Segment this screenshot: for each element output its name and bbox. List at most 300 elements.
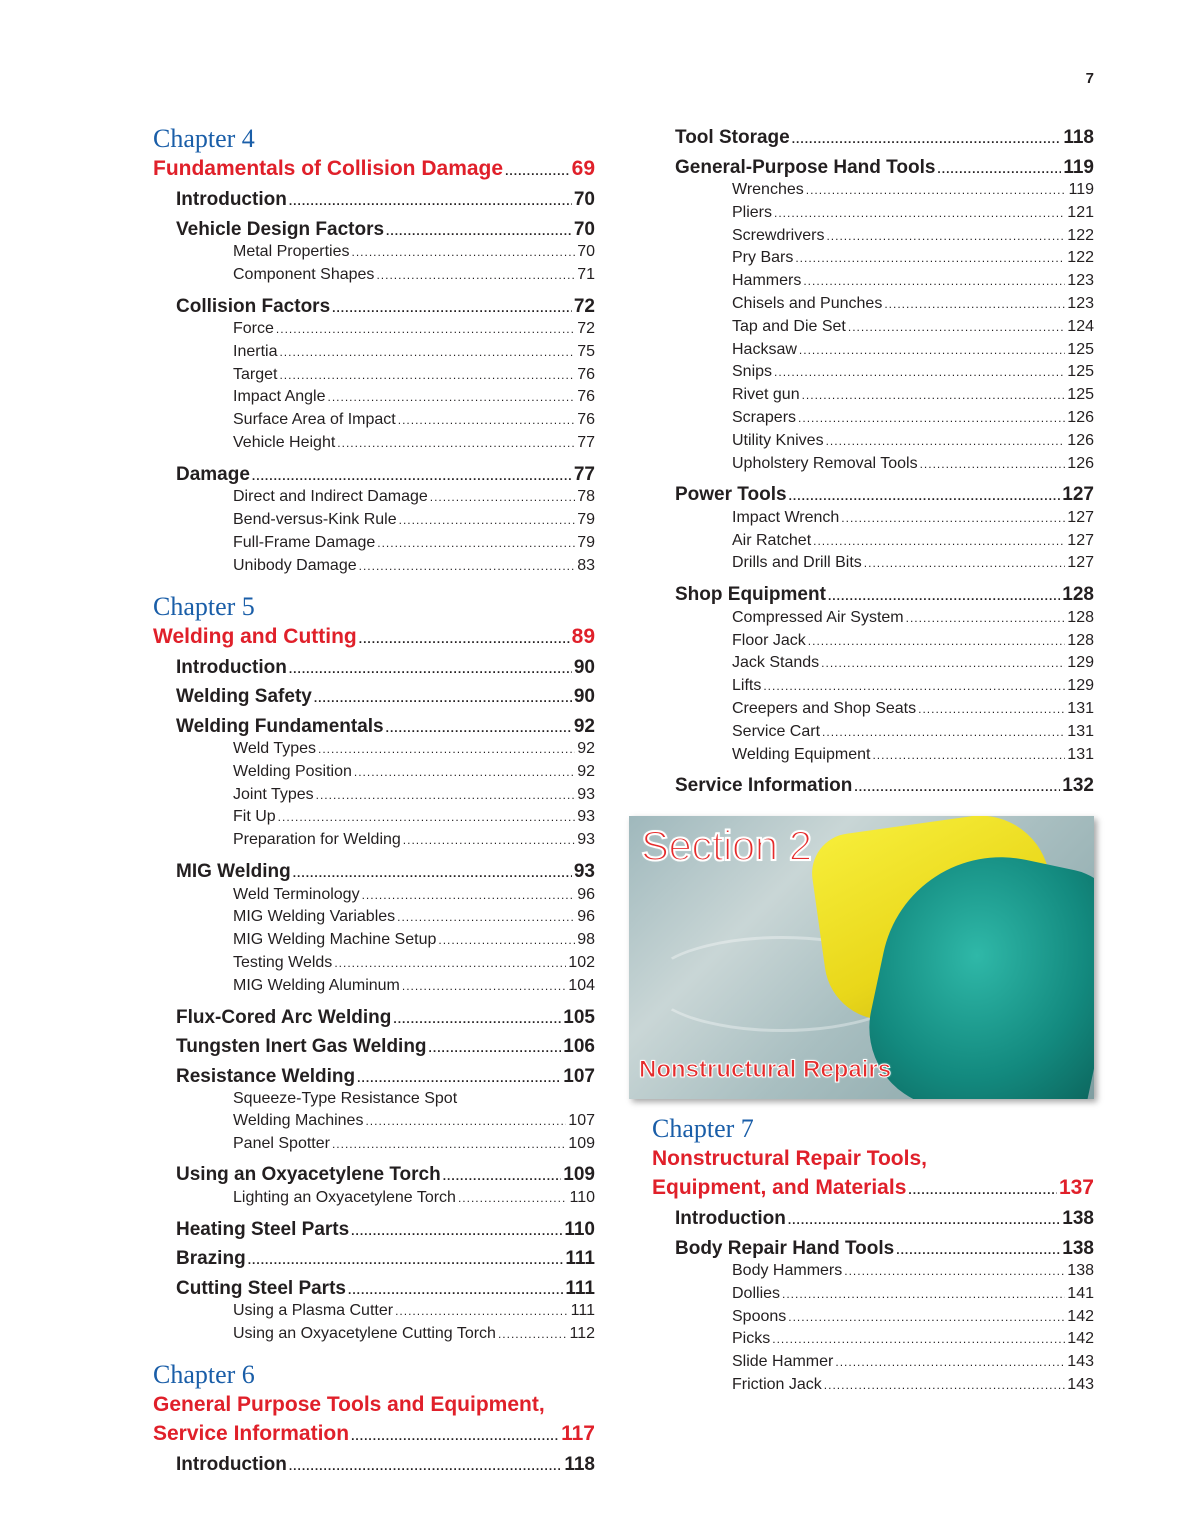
dot-leader xyxy=(354,762,575,784)
toc-entry-page: 107 xyxy=(563,1065,595,1087)
dot-leader xyxy=(826,431,1066,453)
toc-subentry xyxy=(675,202,1094,225)
toc-entry-page: 127 xyxy=(1062,484,1094,506)
toc-subentry xyxy=(153,952,595,975)
toc-subentry-page: 131 xyxy=(1067,722,1094,740)
toc-entry-label: Flux-Cored Arc Welding xyxy=(176,1006,392,1028)
dot-leader xyxy=(772,1329,1065,1351)
dot-leader xyxy=(798,408,1065,430)
toc-subentry xyxy=(675,744,1094,767)
toc-subentry xyxy=(153,264,595,287)
toc-subentry-label: MIG Welding Variables xyxy=(233,908,396,926)
toc-entry-page: 138 xyxy=(1062,1208,1094,1229)
toc-entry-page: 132 xyxy=(1062,775,1094,797)
toc-subentry xyxy=(675,675,1094,698)
chapter-title xyxy=(652,1173,1094,1205)
dot-leader xyxy=(788,1206,1060,1235)
toc-subentry-label: Unibody Damage xyxy=(233,556,357,574)
dot-leader xyxy=(430,487,575,509)
dot-leader xyxy=(824,1375,1066,1397)
dot-leader xyxy=(359,556,576,578)
toc-entry xyxy=(153,713,595,743)
dot-leader xyxy=(802,385,1066,407)
toc-entry-label: Shop Equipment xyxy=(675,584,826,606)
dot-leader xyxy=(402,976,566,998)
toc-subentry xyxy=(675,652,1094,675)
toc-subentry xyxy=(153,884,595,907)
toc-chapter7 xyxy=(652,1114,1094,1403)
dot-leader xyxy=(316,785,576,807)
toc-subentry-label: Hacksaw xyxy=(732,340,797,358)
toc-subentry-page: 126 xyxy=(1067,454,1094,472)
toc-subentry-label: Surface Area of Impact xyxy=(233,411,396,429)
toc-subentry-label: Impact Wrench xyxy=(732,508,840,526)
chapter-title xyxy=(153,1419,595,1451)
toc-subentry-label: Rivet gun xyxy=(732,386,800,404)
chapter-heading: Chapter 4 xyxy=(153,124,255,153)
dot-leader xyxy=(332,294,572,323)
toc-entry-label: Introduction xyxy=(176,1453,287,1475)
dot-leader xyxy=(908,1176,1057,1205)
toc-subentry-page: 142 xyxy=(1067,1307,1094,1325)
toc-subentry-page: 129 xyxy=(1067,654,1094,672)
toc-entry-page: 118 xyxy=(1063,127,1094,148)
toc-subentry xyxy=(675,407,1094,430)
toc-subentry xyxy=(153,738,595,761)
toc-subentry-page: 122 xyxy=(1067,249,1094,267)
toc-subentry-page: 98 xyxy=(577,931,595,949)
toc-subentry xyxy=(153,241,595,264)
chapter-title xyxy=(153,622,595,654)
toc-subentry xyxy=(153,409,595,432)
section-subtitle: Nonstructural Repairs xyxy=(639,1056,892,1083)
toc-subentry-label: Squeeze-Type Resistance Spot xyxy=(233,1090,458,1108)
chapter-heading: Chapter 6 xyxy=(153,1359,255,1389)
toc-subentry-page: 71 xyxy=(577,265,595,283)
page-number: 7 xyxy=(1085,70,1094,87)
toc-subentry xyxy=(153,975,595,998)
toc-subentry-label: Joint Types xyxy=(233,785,314,803)
toc-subentry-page: 93 xyxy=(577,808,595,826)
toc-subentry-label: Creepers and Shop Seats xyxy=(732,699,917,717)
toc-subentry-label: Screwdrivers xyxy=(732,226,825,244)
toc-subentry-page: 112 xyxy=(569,1325,595,1343)
dot-leader xyxy=(314,684,572,713)
toc-subentry xyxy=(675,293,1094,316)
dot-leader xyxy=(803,271,1065,293)
dot-leader xyxy=(429,1034,562,1063)
toc-subentry xyxy=(153,341,595,364)
toc-entry-page: 111 xyxy=(565,1248,595,1270)
toc-subentry xyxy=(675,339,1094,362)
toc-entry-label: MIG Welding xyxy=(176,861,291,883)
dot-leader xyxy=(337,433,575,455)
dot-leader xyxy=(835,1352,1065,1374)
dot-leader xyxy=(395,1301,569,1323)
toc-subentry-page: 128 xyxy=(1067,631,1094,649)
toc-entry xyxy=(652,1235,1094,1265)
toc-subentry xyxy=(675,507,1094,530)
toc-subentry-label: Floor Jack xyxy=(732,631,806,649)
toc-entry-page: 93 xyxy=(573,861,595,883)
toc-entry xyxy=(153,1245,595,1275)
dot-leader xyxy=(806,180,1067,202)
toc-subentry-label: Weld Terminology xyxy=(233,885,360,903)
dot-leader xyxy=(896,1236,1060,1265)
toc-subentry-page: 79 xyxy=(577,511,595,529)
toc-subentry xyxy=(153,1133,595,1156)
dot-leader xyxy=(397,907,575,929)
toc-subentry xyxy=(675,225,1094,248)
dot-leader xyxy=(279,365,575,387)
toc-entry-label: Using an Oxyacetylene Torch xyxy=(176,1164,441,1186)
toc-subentry-label: Vehicle Height xyxy=(233,434,336,452)
toc-subentry-label: Air Ratchet xyxy=(732,531,812,549)
toc-subentry-page: 75 xyxy=(577,342,595,360)
toc-entry xyxy=(153,1033,595,1063)
dot-leader xyxy=(386,714,572,743)
dot-leader xyxy=(386,217,572,246)
toc-subentry-label: Drills and Drill Bits xyxy=(732,554,862,572)
toc-subentry-label: Utility Knives xyxy=(732,431,824,449)
dot-leader xyxy=(763,676,1065,698)
toc-subentry-label: Impact Angle xyxy=(233,388,326,406)
dot-leader xyxy=(774,362,1065,384)
toc-subentry-label: Chisels and Punches xyxy=(732,294,883,312)
dot-leader xyxy=(279,342,575,364)
dot-leader xyxy=(498,1324,568,1346)
toc-entry-page: 111 xyxy=(565,1277,595,1299)
toc-left-column xyxy=(153,124,595,1480)
toc-subentry-label: Direct and Indirect Damage xyxy=(233,488,428,506)
toc-entry xyxy=(153,186,595,216)
toc-subentry-page: 125 xyxy=(1067,363,1094,381)
toc-subentry-label: Using an Oxyacetylene Cutting Torch xyxy=(233,1325,496,1343)
toc-subentry-page: 125 xyxy=(1067,340,1094,358)
toc-subentry-label: Pliers xyxy=(732,203,773,221)
dot-leader xyxy=(848,317,1065,339)
toc-entry-page: 119 xyxy=(1063,156,1094,178)
toc-entry-page: 118 xyxy=(564,1453,595,1475)
toc-entry xyxy=(153,654,595,684)
dot-leader xyxy=(351,1217,562,1246)
dot-leader xyxy=(248,1246,564,1275)
toc-entry-label: Introduction xyxy=(176,189,287,210)
chapter-title-page: 117 xyxy=(561,1421,595,1445)
toc-subentry-page: 111 xyxy=(570,1302,595,1320)
toc-subentry xyxy=(675,607,1094,630)
toc-subentry-page: 123 xyxy=(1067,294,1094,312)
toc-subentry-label: Service Cart xyxy=(732,722,821,740)
toc-subentry xyxy=(652,1374,1094,1397)
toc-entry-page: 77 xyxy=(573,463,595,485)
toc-entry-label: Welding Safety xyxy=(176,686,312,708)
toc-subentry-label: Force xyxy=(233,320,274,338)
dot-leader xyxy=(505,157,570,186)
dot-leader xyxy=(884,294,1065,316)
dot-leader xyxy=(332,1134,566,1156)
dot-leader xyxy=(362,885,576,907)
toc-entry-page: 110 xyxy=(564,1218,595,1240)
toc-subentry-label: Dollies xyxy=(732,1284,781,1302)
toc-subentry-label: Lifts xyxy=(732,677,762,695)
toc-entry-page: 90 xyxy=(573,656,595,678)
toc-subentry-label: Spoons xyxy=(732,1307,787,1325)
toc-entry-label: Tungsten Inert Gas Welding xyxy=(176,1036,427,1058)
toc-subentry xyxy=(652,1306,1094,1329)
toc-subentry-page: 70 xyxy=(577,243,595,260)
toc-subentry xyxy=(153,806,595,829)
dot-leader xyxy=(792,125,1062,154)
toc-entry-page: 70 xyxy=(573,218,595,240)
toc-subentry-page: 76 xyxy=(577,365,595,383)
toc-subentry-label: Body Hammers xyxy=(732,1262,843,1279)
toc-subentry xyxy=(675,179,1094,202)
chapter-title-label: Equipment, and Materials xyxy=(652,1176,907,1199)
toc-subentry-page: 92 xyxy=(577,740,595,758)
toc-subentry-page: 110 xyxy=(569,1188,595,1206)
dot-leader xyxy=(841,508,1065,530)
toc-subentry-label: Tap and Die Set xyxy=(732,317,846,335)
toc-subentry-label: Full-Frame Damage xyxy=(233,533,376,551)
toc-subentry-label: Picks xyxy=(732,1330,771,1348)
toc-subentry xyxy=(675,430,1094,453)
toc-entry-label: Body Repair Hand Tools xyxy=(675,1237,895,1259)
toc-subentry-page: 107 xyxy=(568,1111,595,1129)
toc-subentry-page: 123 xyxy=(1067,272,1094,290)
toc-subentry xyxy=(652,1260,1094,1283)
toc-entry-page: 70 xyxy=(573,189,595,210)
toc-subentry xyxy=(675,316,1094,339)
toc-subentry xyxy=(675,247,1094,270)
toc-entry xyxy=(153,683,595,713)
toc-subentry xyxy=(675,384,1094,407)
toc-subentry-page: 93 xyxy=(577,831,595,849)
toc-subentry-label: Upholstery Removal Tools xyxy=(732,454,918,472)
toc-entry-label: General-Purpose Hand Tools xyxy=(675,156,936,178)
toc-subentry-label: Snips xyxy=(732,363,773,381)
dot-leader xyxy=(864,553,1066,575)
chapter-heading: Chapter 5 xyxy=(153,591,255,621)
toc-subentry-page: 124 xyxy=(1067,317,1094,335)
dot-leader xyxy=(844,1261,1065,1283)
dot-leader xyxy=(920,454,1066,476)
dot-leader xyxy=(795,248,1065,270)
dot-leader xyxy=(822,722,1065,744)
dot-leader xyxy=(403,830,575,852)
toc-subentry xyxy=(153,1187,595,1210)
toc-subentry-page: 126 xyxy=(1067,431,1094,449)
toc-subentry-page: 76 xyxy=(577,411,595,429)
toc-subentry-label: Weld Types xyxy=(233,740,317,758)
toc-entry-page: 128 xyxy=(1062,584,1094,606)
toc-subentry-label: Friction Jack xyxy=(732,1375,822,1393)
chapter-title-page: 69 xyxy=(571,157,595,180)
toc-subentry-page: 138 xyxy=(1067,1262,1094,1279)
toc-subentry xyxy=(675,530,1094,553)
chapter-title xyxy=(153,154,595,186)
toc-entry xyxy=(675,124,1094,154)
toc-subentry xyxy=(652,1283,1094,1306)
toc-subentry-page: 143 xyxy=(1067,1375,1094,1393)
dot-leader xyxy=(289,1452,563,1481)
toc-subentry-label: Using a Plasma Cutter xyxy=(233,1302,394,1320)
toc-subentry-page: 109 xyxy=(568,1134,595,1152)
toc-subentry-page: 78 xyxy=(577,488,595,506)
toc-entry-page: 106 xyxy=(563,1036,595,1058)
dot-leader xyxy=(276,319,575,341)
toc-subentry-page: 76 xyxy=(577,388,595,406)
dot-leader xyxy=(854,773,1060,802)
toc-subentry-label: Metal Properties xyxy=(233,243,350,260)
toc-subentry-label: MIG Welding Machine Setup xyxy=(233,931,437,949)
toc-subentry xyxy=(153,509,595,532)
toc-subentry xyxy=(153,432,595,455)
toc-entry-page: 138 xyxy=(1062,1237,1094,1259)
dot-leader xyxy=(351,1422,559,1451)
toc-subentry xyxy=(153,1323,595,1346)
toc-subentry-label: Testing Welds xyxy=(233,953,333,971)
dot-leader xyxy=(872,745,1065,767)
dot-leader xyxy=(813,531,1065,553)
chapter-title-label: Service Information xyxy=(153,1421,350,1445)
toc-entry-page: 72 xyxy=(573,295,595,317)
dot-leader xyxy=(808,631,1066,653)
toc-subentry-page: 96 xyxy=(577,885,595,903)
toc-entry xyxy=(153,216,595,246)
dot-leader xyxy=(377,533,575,555)
toc-subentry-page: 128 xyxy=(1067,608,1094,626)
dot-leader xyxy=(393,1005,561,1034)
dot-leader xyxy=(334,953,566,975)
toc-entry xyxy=(153,1004,595,1034)
toc-subentry-label: Component Shapes xyxy=(233,265,375,283)
toc-entry-label: Damage xyxy=(176,463,250,485)
toc-subentry xyxy=(675,270,1094,293)
toc-right-column xyxy=(675,124,1094,802)
toc-entry-page: 92 xyxy=(573,715,595,737)
toc-subentry xyxy=(675,453,1094,476)
section-title: Section 2 xyxy=(641,822,812,869)
toc-entry-label: Introduction xyxy=(176,656,287,678)
toc-subentry-label: Lighting an Oxyacetylene Torch xyxy=(233,1188,456,1206)
toc-subentry-page: 92 xyxy=(577,762,595,780)
toc-entry-label: Welding Fundamentals xyxy=(176,715,384,737)
toc-subentry-label: Slide Hammer xyxy=(732,1353,834,1371)
toc-subentry-page: 127 xyxy=(1067,508,1094,526)
dot-leader xyxy=(318,739,575,761)
dot-leader xyxy=(328,387,576,409)
toc-subentry-label: Fit Up xyxy=(233,808,276,826)
dot-leader xyxy=(443,1162,562,1191)
dot-leader xyxy=(352,242,576,264)
toc-subentry-page: 121 xyxy=(1067,203,1094,221)
dot-leader xyxy=(289,655,572,684)
toc-subentry-page: 79 xyxy=(577,533,595,551)
toc-subentry-page: 127 xyxy=(1067,531,1094,549)
toc-subentry xyxy=(153,1300,595,1323)
toc-subentry-label: Jack Stands xyxy=(732,654,820,672)
dot-leader xyxy=(278,807,576,829)
toc-entry-label: Heating Steel Parts xyxy=(176,1218,350,1240)
toc-subentry-label: Wrenches xyxy=(732,181,804,198)
toc-subentry xyxy=(153,906,595,929)
toc-subentry-page: 93 xyxy=(577,785,595,803)
toc-subentry-page: 83 xyxy=(577,556,595,574)
dot-leader xyxy=(774,203,1065,225)
toc-subentry-label: Preparation for Welding xyxy=(233,831,401,849)
toc-entry-label: Introduction xyxy=(675,1208,786,1229)
chapter-title: General Purpose Tools and Equipment, xyxy=(153,1392,545,1416)
toc-subentry xyxy=(675,698,1094,721)
dot-leader xyxy=(826,226,1065,248)
toc-subentry-label: Bend-versus-Kink Rule xyxy=(233,511,397,529)
toc-subentry xyxy=(153,829,595,852)
toc-subentry-label: Panel Spotter xyxy=(233,1134,330,1152)
toc-entry-label: Cutting Steel Parts xyxy=(176,1277,346,1299)
dot-leader xyxy=(821,653,1065,675)
toc-subentry-page: 96 xyxy=(577,908,595,926)
toc-subentry-page: 122 xyxy=(1067,226,1094,244)
chapter-title-page: 89 xyxy=(571,624,595,648)
toc-subentry xyxy=(153,318,595,341)
toc-subentry-label: Target xyxy=(233,365,278,383)
dot-leader xyxy=(399,510,576,532)
toc-subentry-page: 119 xyxy=(1068,181,1094,198)
toc-subentry xyxy=(153,784,595,807)
toc-subentry xyxy=(675,630,1094,653)
toc-entry-label: Vehicle Design Factors xyxy=(176,218,385,240)
toc-entry xyxy=(153,1216,595,1246)
dot-leader xyxy=(782,1284,1065,1306)
toc-subentry xyxy=(153,532,595,555)
toc-subentry-page: 102 xyxy=(568,953,595,971)
chapter-title: Nonstructural Repair Tools, xyxy=(652,1147,927,1170)
dot-leader xyxy=(906,608,1066,630)
dot-leader xyxy=(438,930,575,952)
toc-subentry xyxy=(153,1110,595,1133)
toc-entry-label: Power Tools xyxy=(675,484,787,506)
toc-subentry-page: 104 xyxy=(568,976,595,994)
toc-subentry-page: 125 xyxy=(1067,386,1094,404)
toc-entry-label: Collision Factors xyxy=(176,295,331,317)
toc-subentry xyxy=(652,1328,1094,1351)
toc-subentry-label: Inertia xyxy=(233,342,278,360)
toc-subentry-label: Hammers xyxy=(732,272,802,290)
toc-subentry xyxy=(652,1351,1094,1374)
toc-subentry-label: Compressed Air System xyxy=(732,608,904,626)
toc-subentry-label: Scrapers xyxy=(732,408,797,426)
toc-entry xyxy=(153,1451,595,1481)
dot-leader xyxy=(376,265,575,287)
toc-entry-label: Service Information xyxy=(675,775,853,797)
toc-subentry xyxy=(153,929,595,952)
section-banner xyxy=(629,816,1094,1099)
toc-subentry-page: 72 xyxy=(577,320,595,338)
toc-subentry-page: 131 xyxy=(1067,699,1094,717)
toc-subentry xyxy=(153,486,595,509)
toc-subentry-page: 131 xyxy=(1067,745,1094,763)
toc-subentry xyxy=(675,552,1094,575)
toc-entry xyxy=(652,1205,1094,1235)
toc-subentry-page: 141 xyxy=(1067,1284,1094,1302)
toc-subentry-label: MIG Welding Aluminum xyxy=(233,976,400,994)
dot-leader xyxy=(289,187,572,216)
toc-subentry xyxy=(675,361,1094,384)
toc-entry-page: 105 xyxy=(563,1006,595,1028)
dot-leader xyxy=(458,1188,568,1210)
toc-entry xyxy=(153,858,595,888)
